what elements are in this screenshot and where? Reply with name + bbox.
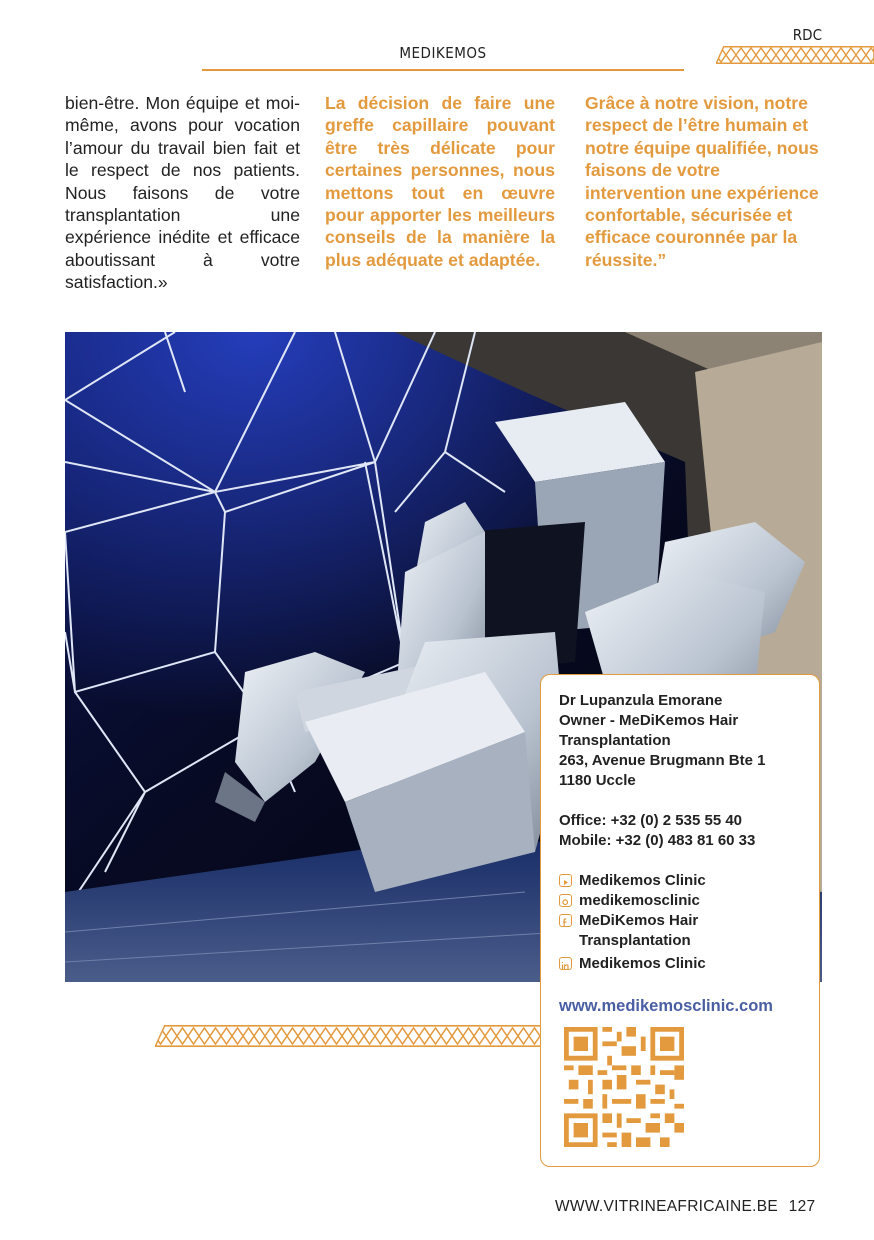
- qr-code[interactable]: [564, 1027, 684, 1147]
- doctor-name: Dr Lupanzula Emorane: [559, 692, 723, 709]
- doctor-role-2: Transplantation: [559, 732, 671, 749]
- footer: [555, 1198, 815, 1216]
- region-label: RDC: [792, 26, 822, 44]
- page-number: 127: [788, 1198, 816, 1215]
- top-pattern-band: [716, 46, 874, 64]
- section-title: MEDIKEMOS: [399, 44, 487, 62]
- youtube-link[interactable]: Medikemos Clinic: [579, 872, 706, 889]
- instagram-link[interactable]: medikemosclinic: [579, 892, 700, 909]
- website-link[interactable]: www.medikemosclinic.com: [559, 997, 773, 1015]
- intro-column: bien-être. Mon équipe et moi-même, avons pour vocation l’amour du travail bien fait et le respect de nos patients. Nous faisons de votre transplantation une expérience inédite et efficace aboutissant à votre satisfaction.»: [65, 93, 300, 293]
- facebook-link-line2[interactable]: Transplantation: [579, 932, 691, 949]
- office-phone[interactable]: Office: +32 (0) 2 535 55 40: [559, 812, 743, 829]
- mobile-phone[interactable]: Mobile: +32 (0) 483 81 60 33: [559, 832, 756, 849]
- instagram-icon: [559, 894, 572, 907]
- doctor-role: Owner - MeDiKemos Hair: [559, 712, 739, 729]
- linkedin-icon: [559, 957, 572, 970]
- highlight-column-2: Grâce à notre vision, notre respect de l’être humain et notre équipe qualifiée, nous faisons de votre intervention une expérience confortable, sécurisée et efficace couronnée par la réussite.”: [585, 93, 819, 270]
- address-city: 1180 Uccle: [559, 772, 636, 789]
- facebook-icon: [559, 914, 572, 927]
- address-street: 263, Avenue Brugmann Bte 1: [559, 752, 766, 769]
- bottom-pattern-band: [155, 1025, 555, 1047]
- youtube-icon: [559, 874, 572, 887]
- footer-site[interactable]: WWW.VITRINEAFRICAINE.BE: [555, 1198, 779, 1215]
- contact-card: [540, 674, 820, 1167]
- highlight-column-1: La décision de faire une greffe capillaire pouvant être très délicate pour certaines personnes, nous mettons tout en œuvre pour apporter les meilleurs conseils de la manière la plus adéquate et adaptée.: [325, 93, 555, 270]
- header-rule: [202, 69, 684, 71]
- facebook-link[interactable]: MeDiKemos Hair: [579, 912, 699, 929]
- linkedin-link[interactable]: Medikemos Clinic: [579, 955, 706, 972]
